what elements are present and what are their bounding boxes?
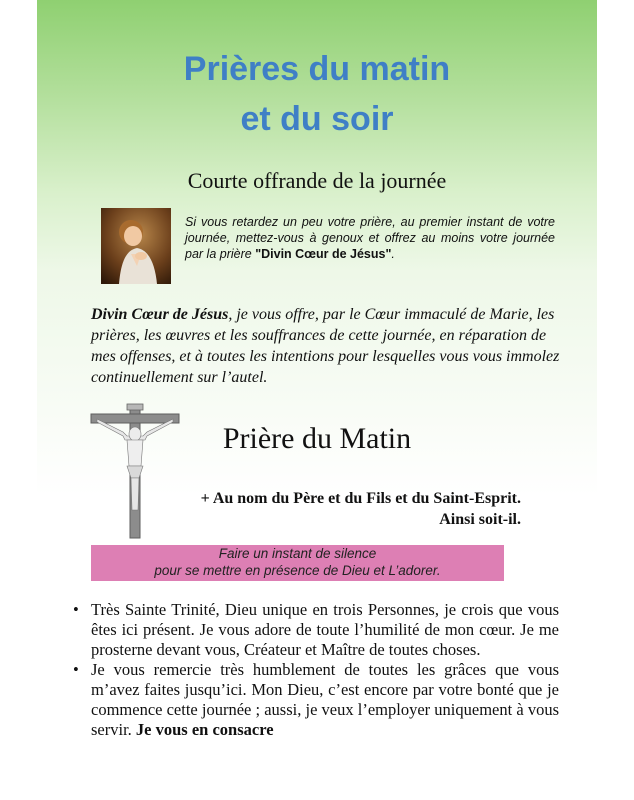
list-item-text: Très Sainte Trinité, Dieu unique en trois Personnes, je crois que vous êtes ici présent. Je vous adore de toute l’humilité de mon cœur. Je me prosterne devant vous, Créateur et Maître de toutes choses. xyxy=(91,600,559,659)
list-item-text: Je vous remercie très humblement de toutes les grâces que vous m’avez faites jusqu’ici. Mon Dieu, c’est encore par votre bonté que je commence cette journée ; aussi, je veux l’employer uniquement à vous servir. xyxy=(91,660,559,739)
silence-note-line1: Faire un instant de silence xyxy=(218,546,377,561)
page xyxy=(37,0,597,800)
page-title-line2: et du soir xyxy=(240,100,394,138)
sign-of-cross-line1: + Au nom du Père et du Fils et du Saint-Esprit. xyxy=(200,490,521,507)
offering-prayer-lead: Divin Cœur de Jésus xyxy=(91,306,229,323)
intro-prayer-name: "Divin Cœur de Jésus" xyxy=(255,247,392,261)
bullet: • xyxy=(73,600,79,619)
morning-prayer-heading: Prière du Matin xyxy=(222,422,412,455)
list-item xyxy=(73,600,559,660)
intro-text-end: . xyxy=(391,247,395,261)
list-item xyxy=(73,660,559,740)
offering-prayer-body: , je vous offre, par le Cœur immaculé de Marie, les prières, les œuvres et les souffrances de cette journée, en réparation de mes offenses, et à toutes les intentions pour lesquelles vous vous immolez continuellement sur l’autel. xyxy=(91,306,560,386)
crucifix-icon xyxy=(89,402,181,540)
page-title-line1: Prières du matin xyxy=(183,50,451,88)
list-item-bold-text: Je vous en consacre xyxy=(135,720,274,739)
child-praying-painting-icon xyxy=(101,208,171,284)
offering-intro xyxy=(185,214,555,262)
intro-text-part: Si vous retardez un peu votre prière, au premier instant de votre journée, mettez-vous à genoux et offrez au moins votre journée par la prière xyxy=(185,215,555,261)
offering-heading: Courte offrande de la journée xyxy=(187,168,447,193)
sign-of-cross xyxy=(187,488,521,530)
silence-note-line2: pour se mettre en présence de Dieu et L’adorer. xyxy=(154,563,441,578)
morning-prayer-list xyxy=(73,600,559,740)
offering-prayer xyxy=(91,304,569,388)
silence-note-box xyxy=(91,545,504,581)
sign-of-cross-line2: Ainsi soit-il. xyxy=(439,511,521,528)
bullet: • xyxy=(73,660,79,679)
